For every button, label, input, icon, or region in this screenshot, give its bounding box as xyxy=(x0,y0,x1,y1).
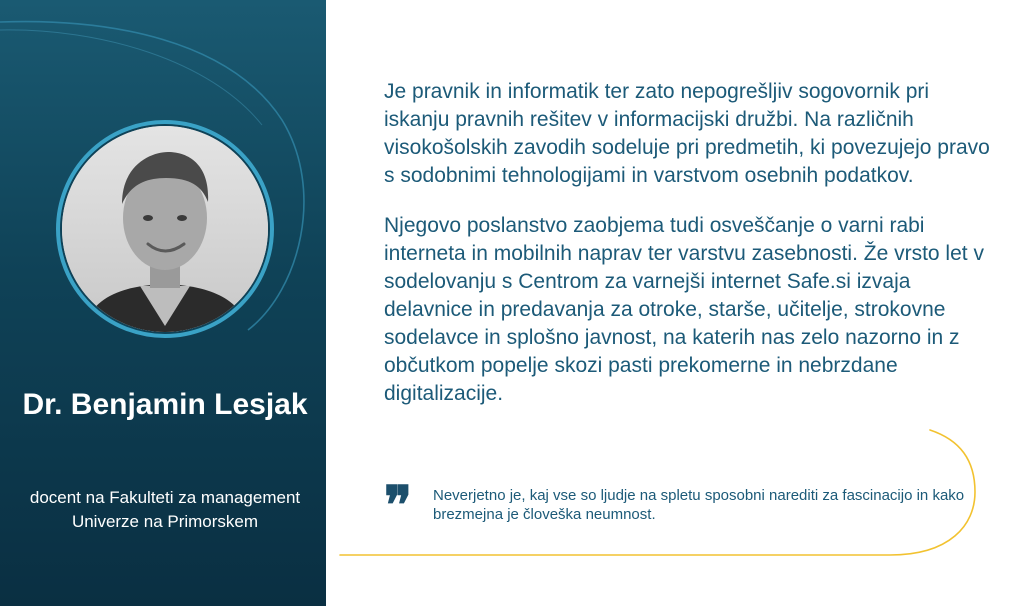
quote-text: Neverjetno je, kaj vse so ljudje na spletu sposobni narediti za fascinacijo in kako brezmejna je človeška neumnost. xyxy=(433,487,965,523)
bio-paragraph: Njegovo poslanstvo zaobjema tudi osveščanje o varni rabi interneta in mobilnih naprav ter varstvu zasebnosti. Že vrsto let v sodelovanju s Centrom za varnejši internet Safe.si izvaja delavnice in predavanja za otroke, starše, učitelje, strokovne sodelavce in splošno javnost, na katerih nas zelo nazorno in z občutkom popelje skozi pasti prekomerne in nebrzdane digitalizacije. xyxy=(384,214,984,405)
speaker-name: Dr. Benjamin Lesjak xyxy=(22,388,308,421)
avatar xyxy=(62,126,268,332)
profile-panel xyxy=(0,0,326,606)
bio-section xyxy=(384,78,994,430)
bio-paragraph: Je pravnik in informatik ter zato nepogrešljiv sogovornik pri iskanju pravnih rešitev v informacijski družbi. Na različnih visokošolskih zavodih sodeluje pri predmetih, ki povezujejo pravo s sodobnimi tehnologijami in varstvom osebnih podatkov. xyxy=(384,80,990,187)
quote-icon: ❞ xyxy=(384,475,408,536)
speaker-role: docent na Fakulteti za management Univerze na Primorskem xyxy=(29,488,301,531)
portrait-photo xyxy=(62,126,268,332)
